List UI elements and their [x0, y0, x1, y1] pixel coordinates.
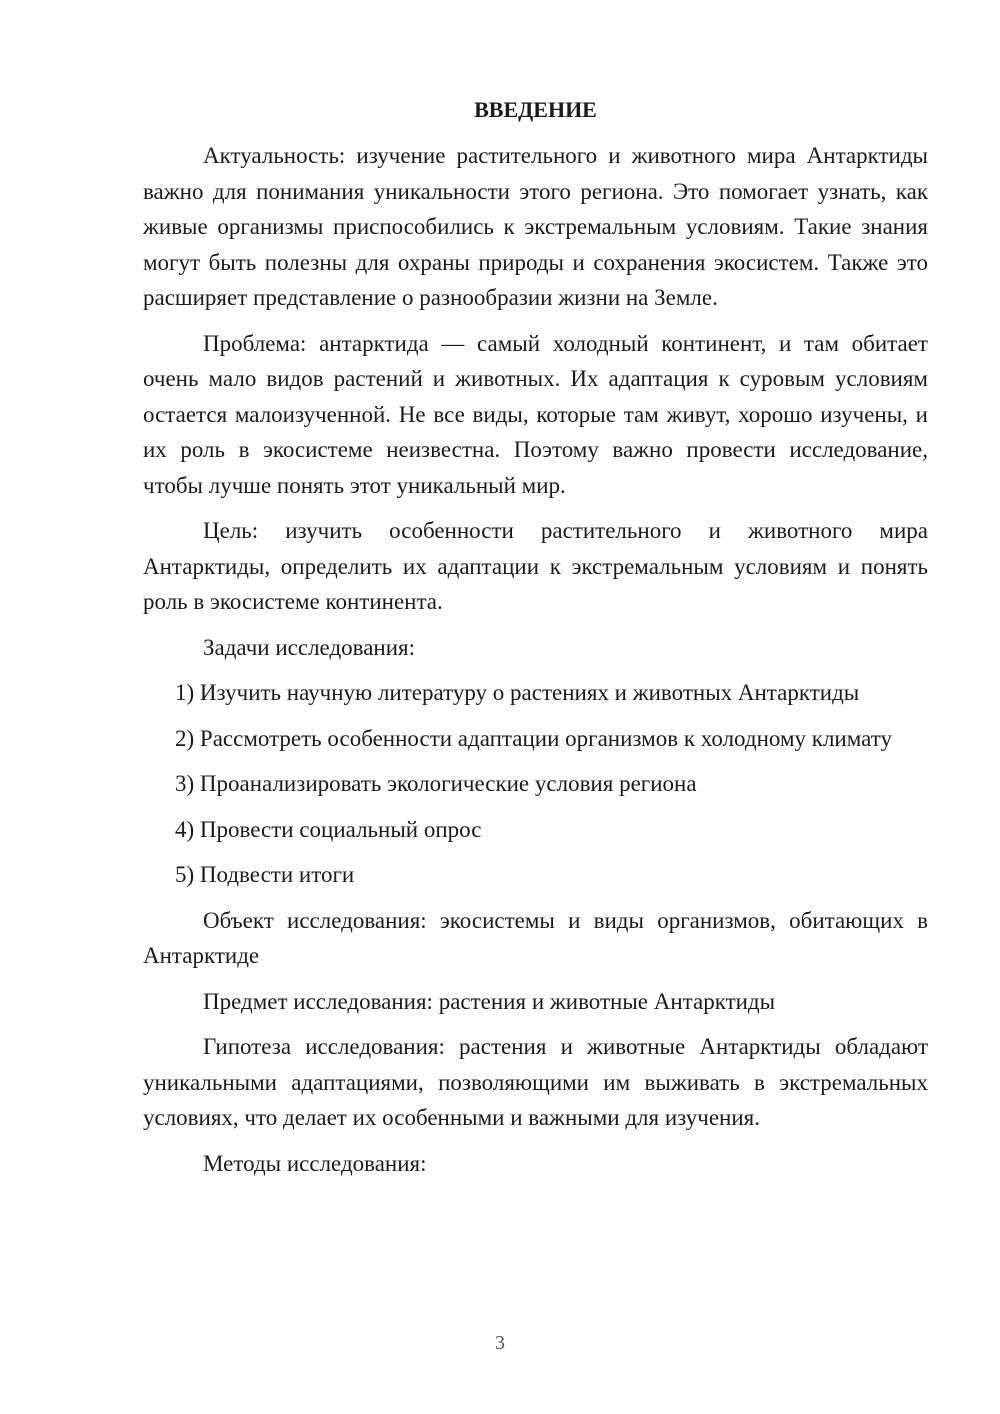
page-content — [143, 94, 928, 1191]
hypothesis-paragraph: Гипотеза исследования: растения и животные Антарктиды обладают уникальными адаптациями, позволяющими им выживать в экстремальных условиях, что делает их особенными и важными для изучения. — [143, 1034, 928, 1130]
task-item: 4) Провести социальный опрос — [175, 816, 482, 842]
tasks-heading: Задачи исследования: — [203, 634, 416, 660]
page-number: 3 — [495, 1332, 505, 1354]
object-paragraph: Объект исследования: экосистемы и виды организмов, обитающих в Антарктиде — [143, 907, 928, 968]
problem-paragraph: Проблема: антарктида — самый холодный континент, и там обитает очень мало видов растений и животных. Их адаптация к суровым условиям остается малоизученной. Не все виды, которые там живут, хорошо изучены, и их роль в экосистеме неизвестна. Поэтому важно провести исследование, чтобы лучше понять этот уникальный мир. — [143, 330, 928, 498]
task-item: 2) Рассмотреть особенности адаптации организмов к холодному климату — [175, 725, 892, 751]
task-item: 3) Проанализировать экологические условия региона — [175, 771, 697, 796]
task-item: 1) Изучить научную литературу о растениях и животных Антарктиды — [175, 680, 860, 705]
section-title: ВВЕДЕНИЕ — [474, 97, 597, 122]
goal-paragraph: Цель: изучить особенности растительного и животного мира Антарктиды, определить их адаптации к экстремальным условиям и понять роль в экосистеме континента. — [143, 518, 928, 614]
task-item: 5) Подвести итоги — [175, 862, 355, 887]
subject-paragraph: Предмет исследования: растения и животные Антарктиды — [203, 988, 776, 1014]
relevance-paragraph: Актуальность: изучение растительного и животного мира Антарктиды важно для понимания уникальности этого региона. Это помогает узнать, как живые организмы приспособились к экстремальным условиям. Такие знания могут быть полезны для охраны природы и сохранения экосистем. Также это расширяет представление о разнообразии жизни на Земле. — [143, 143, 928, 310]
tasks-list — [143, 675, 928, 893]
methods-heading: Методы исследования: — [203, 1150, 427, 1176]
